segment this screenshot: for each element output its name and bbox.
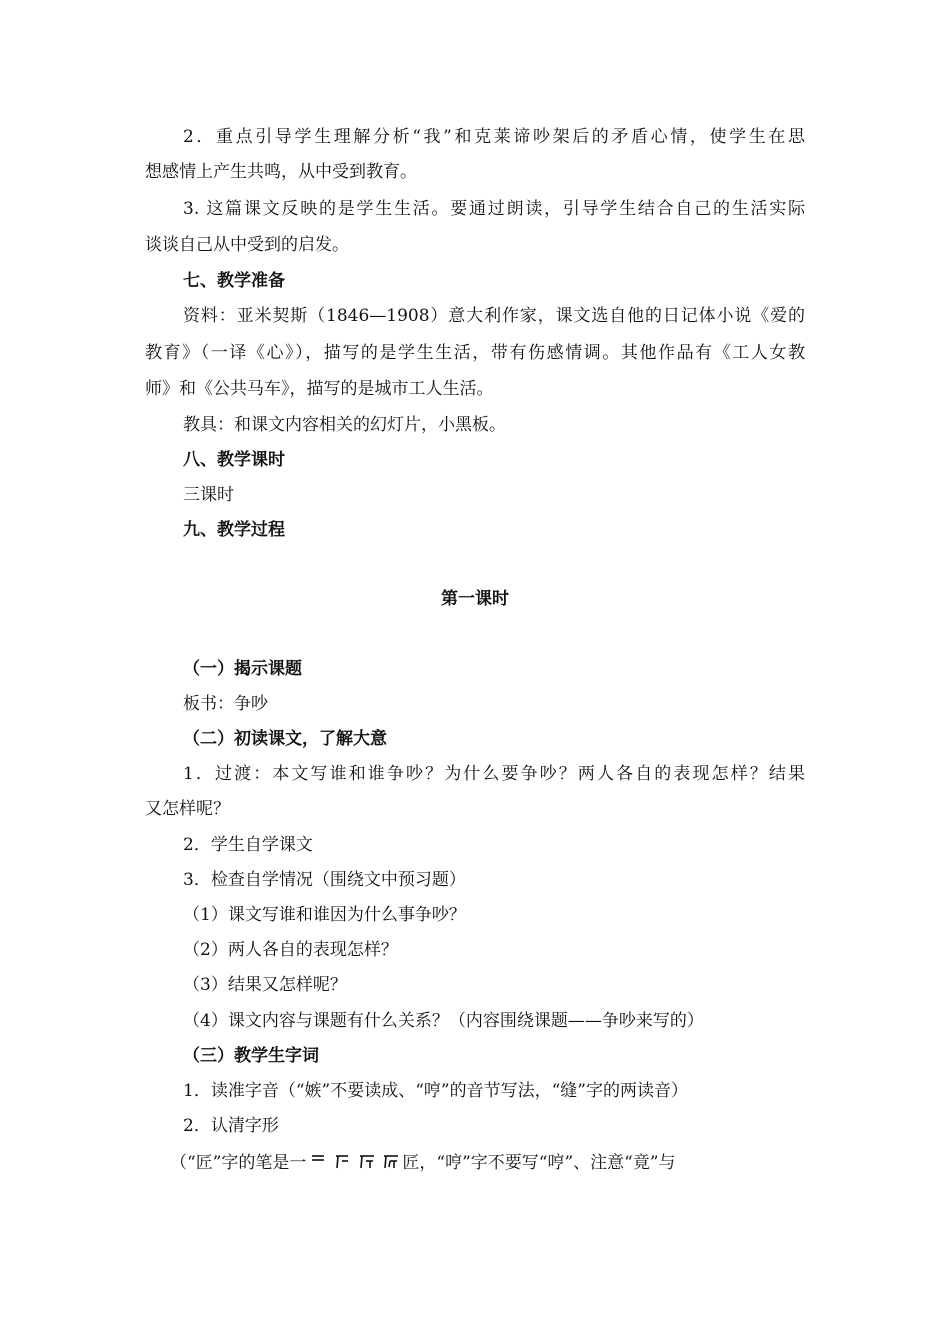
stroke-order-line bbox=[170, 1152, 810, 1174]
section-2-heading: （二）初读课文，了解大意 bbox=[183, 729, 387, 749]
heading-teaching-process: 九、教学过程 bbox=[183, 520, 285, 540]
section-1-heading: （一）揭示课题 bbox=[183, 659, 302, 679]
paragraph-class-hours: 三课时 bbox=[183, 485, 234, 505]
section-3-item-2: 2．认清字形 bbox=[183, 1116, 279, 1136]
paragraph-goal-2-line1: 2．重点引导学生理解分析“我”和克莱谛吵架后的矛盾心情，使学生在思 bbox=[183, 127, 805, 147]
question-3: （3）结果又怎样呢？ bbox=[183, 975, 347, 995]
paragraph-goal-2-line2: 想感情上产生共鸣，从中受到教育。 bbox=[145, 162, 417, 182]
paragraph-materials-line3: 师》和《公共马车》，描写的是城市工人生活。 bbox=[145, 379, 494, 399]
stroke-order-text-end: 匠，“哼”字不要写“哼”、注意“竟”与 bbox=[402, 1153, 676, 1173]
heading-class-hours: 八、教学课时 bbox=[183, 450, 285, 470]
question-4: （4）课文内容与课题有什么关系？（内容围绕课题——争吵来写的） bbox=[183, 1011, 704, 1031]
lesson-title: 第一课时 bbox=[441, 589, 509, 609]
paragraph-goal-3-line1: 3. 这篇课文反映的是学生生活。要通过朗读，引导学生结合自己的生活实际 bbox=[183, 199, 805, 219]
heading-teaching-preparation: 七、教学准备 bbox=[183, 271, 285, 291]
section-2-item-1-line1: 1．过渡：本文写谁和谁争吵？为什么要争吵？两人各自的表现怎样？结果 bbox=[183, 764, 805, 784]
section-3-item-1: 1．读准字音（“嫉”不要读成、“哼”的音节写法，“缝”字的两读音） bbox=[183, 1081, 688, 1101]
section-2-item-2: 2．学生自学课文 bbox=[183, 835, 313, 855]
paragraph-materials-line2: 教育》（一译《心》），描写的是学生生活，带有伤感情调。其他作品有《工人女教 bbox=[145, 343, 805, 363]
section-1-text: 板书：争吵 bbox=[183, 694, 268, 714]
section-2-item-1-line2: 又怎样呢？ bbox=[145, 799, 230, 819]
section-3-heading: （三）教学生字词 bbox=[183, 1046, 319, 1066]
paragraph-goal-3-line2: 谈谈自己从中受到的启发。 bbox=[145, 235, 349, 255]
paragraph-materials-line1: 资料：亚米契斯（1846—1908）意大利作家，课文选自他的日记体小说《爱的 bbox=[183, 306, 805, 326]
stroke-order-text-start: （“匠”字的笔是一 bbox=[170, 1153, 307, 1173]
section-2-item-3: 3．检查自学情况（围绕文中预习题） bbox=[183, 870, 466, 890]
paragraph-teaching-aids: 教具：和课文内容相关的幻灯片，小黑板。 bbox=[183, 415, 506, 435]
question-2: （2）两人各自的表现怎样？ bbox=[183, 940, 398, 960]
stroke-order-figure bbox=[306, 1152, 402, 1174]
question-1: （1）课文写谁和谁因为什么事争吵？ bbox=[183, 905, 466, 925]
